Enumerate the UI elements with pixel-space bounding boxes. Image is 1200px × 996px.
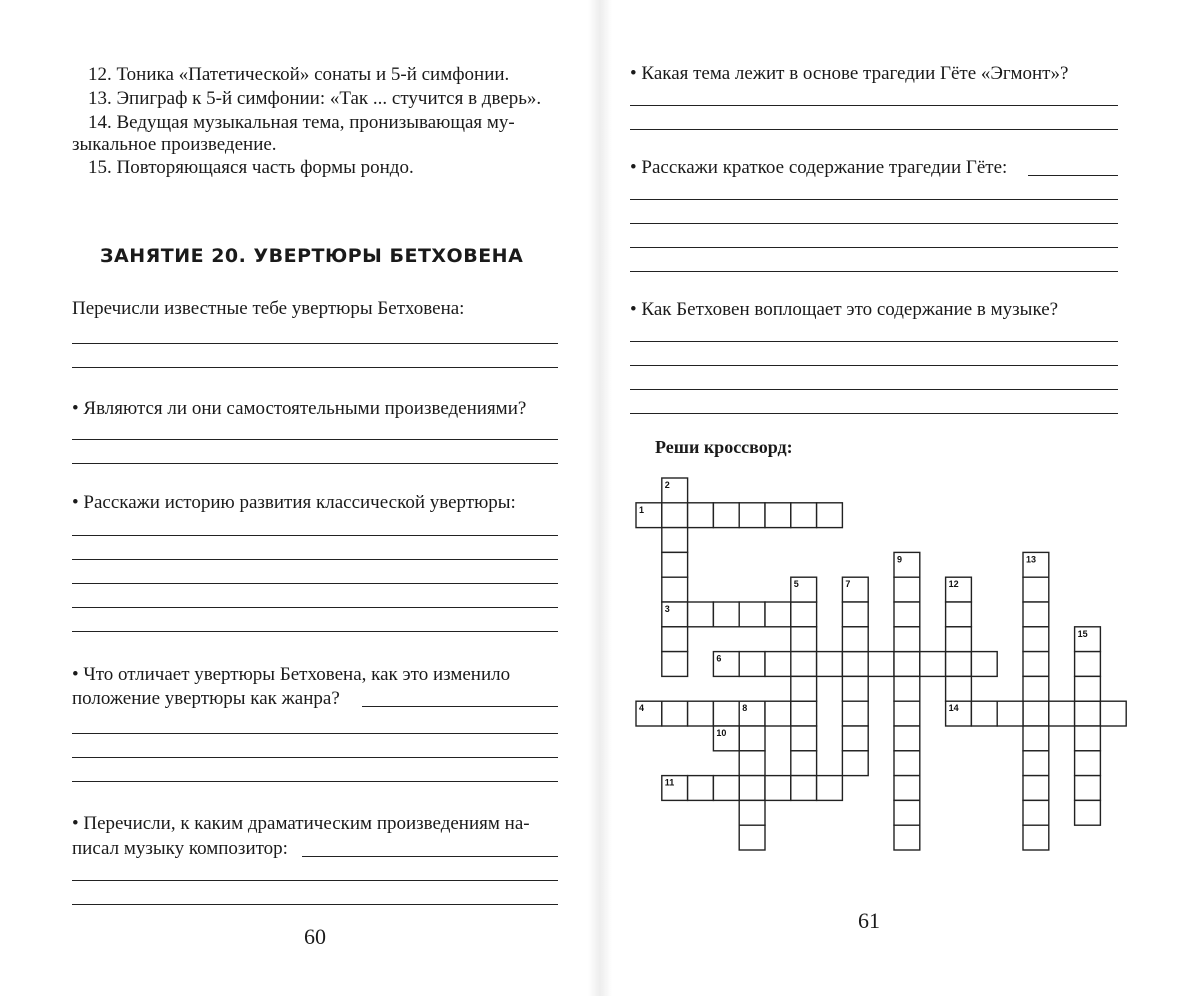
crossword-cell[interactable] (842, 726, 868, 751)
crossword-cell[interactable] (1023, 602, 1049, 627)
crossword-cell[interactable] (739, 602, 765, 627)
crossword-cell[interactable] (765, 776, 791, 801)
crossword-cell[interactable] (1075, 800, 1101, 825)
clue-14-cont: зыкальное произведение. (72, 134, 277, 155)
question-difference-line1: • Что отличает увертюры Бетховена, как это изменило (72, 664, 511, 685)
question-egmont-summary: • Расскажи краткое содержание трагедии Гёте: (630, 157, 1008, 178)
crossword-cell[interactable] (946, 676, 972, 701)
crossword-cell[interactable] (1075, 751, 1101, 776)
crossword-cell[interactable] (894, 577, 920, 602)
lesson-heading: ЗАНЯТИЕ 20. УВЕРТЮРЫ БЕТХОВЕНА (100, 245, 524, 267)
crossword-cell[interactable] (662, 701, 688, 726)
crossword-cell[interactable] (791, 676, 817, 701)
crossword-cell[interactable] (894, 825, 920, 850)
crossword-clue-number: 4 (639, 703, 645, 714)
question-overtures-list: Перечисли известные тебе увертюры Бетховена: (72, 298, 465, 319)
crossword-cell[interactable] (791, 503, 817, 528)
question-history: • Расскажи историю развития классической увертюры: (72, 492, 516, 513)
clue-12: 12. Тоника «Патетической» сонаты и 5-й симфонии. (88, 64, 510, 85)
crossword-cell[interactable] (817, 503, 843, 528)
crossword-cell[interactable] (894, 627, 920, 652)
crossword-cell[interactable] (894, 776, 920, 801)
crossword-cell[interactable] (1075, 676, 1101, 701)
crossword-cell[interactable] (1023, 776, 1049, 801)
crossword-cell[interactable] (791, 627, 817, 652)
crossword-cell[interactable] (791, 751, 817, 776)
crossword-cell[interactable] (842, 701, 868, 726)
crossword-cell[interactable] (688, 503, 714, 528)
crossword-cell[interactable] (713, 776, 739, 801)
crossword-cell[interactable] (688, 602, 714, 627)
crossword-cell[interactable] (1023, 652, 1049, 677)
crossword-cell[interactable] (894, 726, 920, 751)
crossword-cell[interactable] (842, 751, 868, 776)
crossword-cell[interactable] (1023, 701, 1049, 726)
crossword-cell[interactable] (842, 676, 868, 701)
question-dramatic-works-line1: • Перечисли, к каким драматическим произведениям на- (72, 813, 530, 834)
crossword-cell[interactable] (971, 701, 997, 726)
crossword-cell[interactable] (662, 528, 688, 553)
crossword-cell[interactable] (1023, 577, 1049, 602)
crossword-cell[interactable] (739, 503, 765, 528)
crossword-cell[interactable] (1075, 652, 1101, 677)
crossword-cell[interactable] (920, 652, 946, 677)
crossword-cell[interactable] (662, 577, 688, 602)
crossword-cell[interactable] (894, 652, 920, 677)
page-number-right: 61 (858, 908, 880, 933)
crossword-title: Реши кроссворд: (655, 437, 793, 457)
crossword-clue-number: 9 (897, 554, 903, 565)
crossword-cell[interactable] (791, 726, 817, 751)
crossword-cell[interactable] (1023, 751, 1049, 776)
crossword-cell[interactable] (1049, 701, 1075, 726)
crossword-cell[interactable] (662, 627, 688, 652)
crossword-cell[interactable] (1023, 676, 1049, 701)
crossword-cell[interactable] (842, 652, 868, 677)
crossword-cell[interactable] (791, 776, 817, 801)
crossword-cell[interactable] (739, 800, 765, 825)
crossword-clue-number: 10 (716, 728, 727, 738)
crossword-cell[interactable] (1100, 701, 1126, 726)
crossword-cell[interactable] (946, 627, 972, 652)
crossword-clue-number: 12 (948, 579, 959, 590)
page-number-left: 60 (304, 924, 326, 949)
question-egmont-theme: • Какая тема лежит в основе трагедии Гёте «Эгмонт»? (630, 63, 1069, 84)
crossword-cell[interactable] (1023, 825, 1049, 850)
crossword-cell[interactable] (842, 602, 868, 627)
crossword-clue-number: 11 (664, 777, 675, 788)
crossword-cell[interactable] (791, 701, 817, 726)
crossword-clue-number: 2 (664, 480, 670, 490)
crossword-clue-number: 3 (664, 604, 670, 614)
crossword-cell[interactable] (894, 676, 920, 701)
crossword-clue-number: 7 (845, 579, 851, 590)
crossword-cell[interactable] (817, 776, 843, 801)
crossword-cell[interactable] (817, 652, 843, 677)
question-dramatic-works-line2: писал музыку композитор: (72, 838, 288, 859)
crossword-cell[interactable] (1023, 627, 1049, 652)
crossword-cell[interactable] (688, 776, 714, 801)
crossword-cell[interactable] (765, 652, 791, 677)
crossword-cell[interactable] (739, 751, 765, 776)
crossword-cell[interactable] (713, 701, 739, 726)
crossword-clue-number: 8 (742, 703, 748, 714)
crossword-cell[interactable] (997, 701, 1023, 726)
crossword-cell[interactable] (971, 652, 997, 677)
clue-14: 14. Ведущая музыкальная тема, пронизывающая му- (88, 112, 515, 133)
clue-15: 15. Повторяющаяся часть формы рондо. (88, 157, 414, 178)
crossword-clue-number: 1 (639, 504, 645, 515)
crossword-cell[interactable] (662, 503, 688, 528)
crossword-cell[interactable] (1075, 726, 1101, 751)
crossword-cell[interactable] (688, 701, 714, 726)
crossword-cell[interactable] (739, 652, 765, 677)
crossword-cell[interactable] (946, 652, 972, 677)
crossword-cell[interactable] (791, 602, 817, 627)
question-difference-line2: положение увертюры как жанра? (72, 688, 340, 709)
question-beethoven-music: • Как Бетховен воплощает это содержание в музыке? (630, 299, 1059, 320)
crossword-cell[interactable] (946, 602, 972, 627)
crossword-clue-number: 15 (1077, 628, 1088, 639)
crossword-cell[interactable] (662, 552, 688, 577)
crossword-clue-number: 14 (948, 703, 959, 714)
crossword-cell[interactable] (894, 602, 920, 627)
crossword-cell[interactable] (1075, 776, 1101, 801)
crossword-cell[interactable] (894, 751, 920, 776)
crossword-cell[interactable] (1075, 701, 1101, 726)
crossword-cell[interactable] (894, 800, 920, 825)
crossword-cell[interactable] (1023, 800, 1049, 825)
crossword-cell[interactable] (765, 503, 791, 528)
crossword-cell[interactable] (1023, 726, 1049, 751)
crossword-cell[interactable] (765, 602, 791, 627)
crossword-cell[interactable] (713, 503, 739, 528)
question-independent: • Являются ли они самостоятельными произведениями? (72, 398, 527, 419)
clue-13: 13. Эпиграф к 5-й симфонии: «Так ... стучится в дверь». (88, 88, 542, 109)
crossword-cell[interactable] (739, 776, 765, 801)
crossword-cell[interactable] (739, 726, 765, 751)
crossword-cell[interactable] (662, 652, 688, 677)
crossword-clue-number: 13 (1026, 554, 1037, 565)
crossword-cell[interactable] (894, 701, 920, 726)
crossword-cell[interactable] (842, 627, 868, 652)
crossword-cell[interactable] (739, 825, 765, 850)
crossword-clue-number: 6 (716, 653, 722, 664)
crossword-clue-number: 5 (793, 579, 799, 590)
crossword-cell[interactable] (713, 602, 739, 627)
crossword-cell[interactable] (765, 701, 791, 726)
crossword-cell[interactable] (791, 652, 817, 677)
crossword-cell[interactable] (868, 652, 894, 677)
